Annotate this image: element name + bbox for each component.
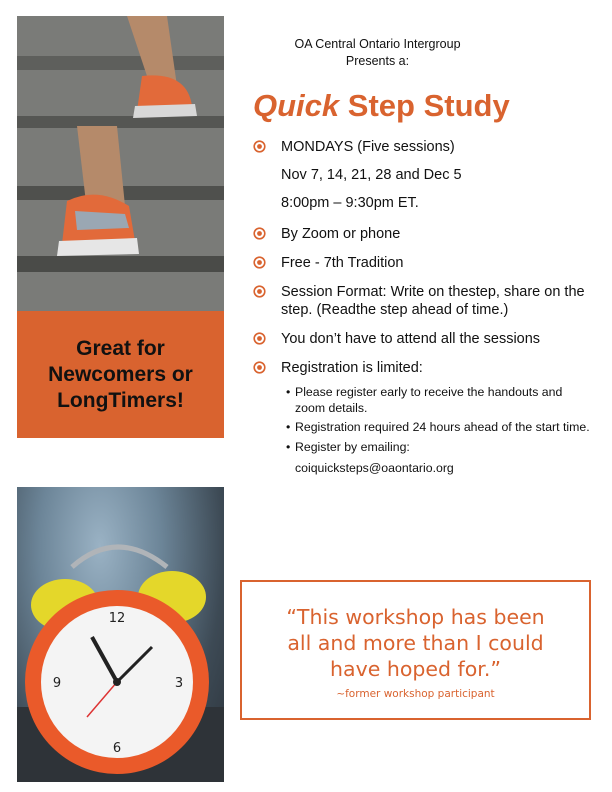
- sub-item-text: Registration required 24 hours ahead of the start time.: [295, 420, 590, 434]
- list-item: [253, 225, 593, 243]
- schedule-dates: Nov 7, 14, 21, 28 and Dec 5: [281, 167, 462, 183]
- sub-item-text: Register by emailing:: [295, 439, 410, 454]
- bullet-dot-icon: •: [286, 385, 291, 399]
- list-item: [253, 138, 593, 156]
- sub-item-text: Please register early to receive the handouts and zoom details.: [295, 385, 563, 415]
- page-title: [253, 88, 510, 124]
- item-text: Free - 7th Tradition: [281, 255, 404, 271]
- item-text: By Zoom or phone: [281, 226, 401, 242]
- list-item: [253, 283, 593, 319]
- item-text: You don’t have to attend all the sessions: [281, 331, 541, 347]
- svg-text:12: 12: [108, 611, 126, 626]
- bullet-dot-icon: •: [286, 420, 291, 434]
- callout-box: [17, 311, 224, 438]
- circle-target-bullet-icon: [253, 361, 266, 374]
- header: [240, 36, 515, 70]
- circle-target-bullet-icon: [253, 332, 266, 345]
- circle-target-bullet-icon: [253, 140, 266, 153]
- list-item: [253, 359, 593, 377]
- presents-line: Presents a:: [345, 54, 410, 68]
- org-name: OA Central Ontario Intergroup: [294, 37, 461, 51]
- title-rest: Step Study: [347, 88, 510, 123]
- callout-text: Great for Newcomers or LongTimers!: [48, 336, 193, 412]
- testimonial-quote: “This workshop has been all and more than I could have hoped for.”: [286, 605, 545, 681]
- list-item: [253, 254, 593, 272]
- item-text: Registration is limited:: [281, 360, 423, 376]
- sub-list-item: [253, 420, 593, 436]
- circle-target-bullet-icon: [253, 256, 266, 269]
- list-item: [253, 330, 593, 348]
- title-quick: Quick: [253, 88, 340, 123]
- item-text: Session Format: Write on thestep, share on the step. (Readthe step ahead of time.): [281, 284, 585, 318]
- alarm-clock-photo: [17, 487, 224, 782]
- svg-text:6: 6: [112, 741, 122, 756]
- svg-text:3: 3: [174, 676, 184, 691]
- testimonial-box: [240, 580, 591, 720]
- circle-target-bullet-icon: [253, 285, 266, 298]
- details-list: [253, 138, 593, 477]
- item-text: MONDAYS (Five sessions): [281, 139, 455, 155]
- bullet-dot-icon: •: [286, 439, 291, 454]
- email-link[interactable]: coiquicksteps@oaontario.org: [295, 461, 454, 475]
- stairs-runner-photo: [17, 16, 224, 312]
- circle-target-bullet-icon: [253, 227, 266, 240]
- svg-text:9: 9: [52, 676, 62, 691]
- testimonial-attribution: ~former workshop participant: [336, 688, 495, 700]
- schedule-time: 8:00pm – 9:30pm ET.: [281, 195, 419, 211]
- sub-list-item: [253, 440, 593, 456]
- sub-list-item: [253, 385, 593, 416]
